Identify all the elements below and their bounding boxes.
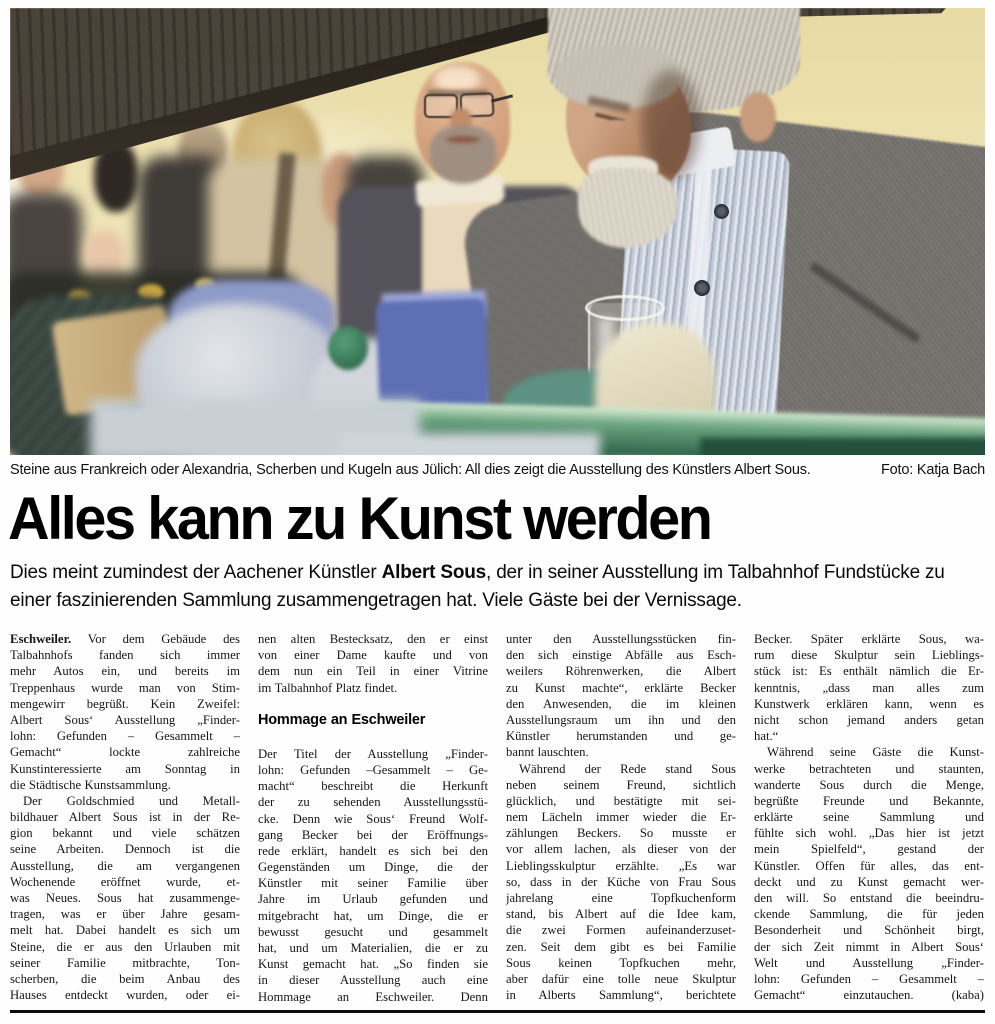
article-line: Künstler mit seiner Familie über [258, 876, 488, 891]
article-line: den Anwesenden, die im kleinen [506, 696, 736, 711]
article-line: macht“ beschreibt die Herkunft [258, 779, 488, 794]
article-line: gang Becker bei der Eröffnungs- [258, 827, 488, 842]
article-line: in dieser Ausstellung auch eine [258, 973, 488, 988]
article-line: dem nun ein Teil in einer Vitrine [258, 664, 488, 679]
article-line: die Städtische Kunstsammlung. [10, 777, 171, 792]
article-line: so, dass in der Küche von Frau Sous [506, 874, 736, 889]
article-line: nen alten Bestecksatz, den er einst [258, 632, 488, 646]
article-line: Wochenende eröffnet wurde, et- [10, 874, 240, 889]
article-line: aber dafür eine tolle neue Skulptur [506, 971, 736, 986]
photo-wine-glass-rim [585, 295, 665, 321]
photo-man-right-button-1 [714, 204, 729, 219]
article-line: Kunstinteressierte am Sonntag in [10, 761, 240, 776]
article-line: hat.“ [754, 729, 779, 744]
article-column-1 [10, 631, 240, 1005]
standfirst [10, 559, 945, 614]
article-line: fühlte sich wohl. „Das hier ist jetzt [754, 826, 984, 841]
article-line: lohn: Gefunden –Gesammelt – Ge- [258, 762, 488, 777]
article-line: gion bekannt und viele schätzen [10, 826, 240, 841]
article-line: rede erklärt, handelt es sich bei den [258, 843, 488, 858]
article-line: Ausstellungsraum um ihn und den [506, 712, 736, 727]
article-line: glücklich, und bestätigte mit sei- [506, 793, 736, 808]
article-line: Während seine Gäste die Kunst- [767, 745, 984, 760]
photo-man-right-button-2 [694, 280, 710, 296]
article-line: Steine, die er aus den Urlauben mit [10, 939, 240, 954]
article-line: zu Kunst machte“, erklärte Becker [506, 680, 736, 695]
article-line: Ausstellung, die am vergangenen [10, 858, 240, 873]
article-line: zen. Seit dem gibt es bei Familie [506, 939, 736, 954]
article-line: den sich einstige Abfälle aus Esch- [506, 648, 736, 663]
article-line: mehr Autos ein, und bereits im [10, 664, 240, 679]
article-line: melt hat. Dabei handelt es sich um [10, 923, 240, 938]
article-line: Gemacht“ einzutauchen. (kaba) [754, 988, 984, 1003]
article-line: mitgebracht hat, um Dinge, die er [258, 908, 488, 923]
article-line: Kunst gemacht hat. „So finden sie [258, 957, 488, 972]
article-line: rum diese Skulptur sein Lieblings- [754, 648, 984, 663]
article-line: deckt und zu Kunst gemacht wer- [754, 874, 984, 889]
article-line: neben seinem Freund, sichtlich [506, 777, 736, 792]
article-line: der zu sehenden Ausstellungsstü- [258, 795, 488, 810]
article-line: cke. Denn wie Sous‘ Freund Wolf- [258, 811, 488, 826]
article-line: begrüßte Freunde und Bekannte, [754, 793, 984, 808]
article-line: von einer Dame kaufte und von [258, 648, 488, 663]
article-column-3 [506, 631, 736, 1005]
article-line: Gemacht“ lockte zahlreiche [10, 745, 240, 760]
article-line: Kunstwerk erklären kann, wenn es [754, 696, 984, 711]
bottom-rule [10, 1010, 985, 1013]
photo-man-center-head-shine [434, 66, 480, 92]
article-line: die zwei Formen aufeinanderzuset- [506, 923, 736, 938]
article-line: was Neues. Sous hat zusammenge- [10, 891, 240, 905]
article-line: Besonderheit und Schönheit birgt, [754, 923, 984, 938]
article-line: mengewirr begrüßt. Kein Zweifel: [10, 696, 240, 711]
photo-caption [10, 462, 985, 478]
article-line: Der Titel der Ausstellung „Finder- [258, 746, 488, 761]
article-line: lohn: Gefunden – Gesammelt – [10, 729, 240, 744]
article-line: den will. So entstand die beeindru- [754, 891, 984, 905]
article-line: bewusst gesucht und gesammelt [258, 924, 488, 939]
article-line: werke betrachteten und staunten, [754, 761, 984, 776]
article-line: Becker. Später erklärte Sous, wa- [754, 632, 984, 646]
photo-man-right-ear [740, 92, 776, 142]
article-column-4 [754, 631, 984, 1005]
photo-crowd-pale-face [84, 230, 126, 278]
article-line: Lieblingsskulptur erzählte. „Es war [506, 858, 736, 873]
article-line: seine Arbeiten. Dennoch ist die [10, 842, 240, 857]
article-line: bannt lauschten. [506, 745, 589, 760]
article-columns [10, 631, 985, 1005]
article-line: Treppenhaus wurde man von Stim- [10, 680, 240, 695]
article-line: jahrelang eine Topfkuchenform [506, 891, 736, 905]
article-line: stück ist: Es enthält nämlich die Er- [754, 664, 984, 679]
article-line: Hommage an Eschweiler. Denn [258, 989, 488, 1004]
article-line: Künstler herumstanden und ge- [506, 729, 736, 744]
article-line: Der Goldschmied und Metall- [23, 793, 240, 808]
article-line: in Alberts Sammlung“, berichtete [506, 988, 736, 1003]
article-line: der sich Zeit nimmt in Albert Sous‘ [754, 939, 984, 954]
article-line: nem Lächeln immer wieder die Er- [506, 810, 736, 825]
article-photo [10, 8, 985, 455]
article-line: Gegenständen um Dinge, die der [258, 860, 488, 875]
article-line: vor allem lachen, als dieser von der [506, 842, 736, 857]
article-line: kenntnis, „dass man alles zum [754, 680, 984, 695]
article-line: Während der Rede stand Sous [519, 761, 736, 776]
photo-green-knob [328, 326, 368, 370]
article-line: im Talbahnhof Platz findet. [258, 680, 398, 695]
photo-man-center-mouth [446, 136, 480, 143]
article-line: Sous keinen Topfkuchen mehr, [506, 955, 736, 970]
article-line: Welt und Ausstellung „Finder- [754, 955, 984, 970]
standfirst-post: , der in seiner Ausstellung im Talbahnhof Fundstücke zu einer faszinierenden Sammlung zusammengetragen hat. Viele Gäste bei der Vernissage. [10, 562, 945, 611]
article-line: Albert Sous‘ Ausstellung „Finder- [10, 712, 240, 727]
standfirst-pre: Dies meint zumindest der Aachener Künstler [10, 562, 382, 583]
photo-bottom-mid-light [340, 433, 600, 455]
article-line: ckende Sammlung, die für jeden [754, 907, 984, 922]
article-line: mein Spielfeld“, gestand der [754, 842, 984, 857]
standfirst-bold-name: Albert Sous [381, 562, 487, 583]
headline: Alles kann zu Kunst werden [8, 485, 711, 552]
photo-table-dark-right [700, 438, 985, 455]
article-line: zählungen Beckers. So musste er [506, 826, 736, 841]
article-line: wanderte Sous durch die Menge, [754, 777, 984, 792]
article-line: Talbahnhofs fanden sich immer [10, 648, 240, 663]
photo-man-center-beard [430, 126, 496, 184]
article-line: tragen, was er über Jahre gesam- [10, 907, 240, 922]
article-line: Hauses entdeckt wurden, oder ei- [10, 988, 240, 1003]
article-line: Künstler. Offen für alles, das ent- [754, 858, 984, 873]
article-line: nicht schon jemand anders getan [754, 712, 984, 727]
article-line: lohn: Gefunden – Gesammelt – [754, 971, 984, 986]
article-line: weilers Röhrenwerken, die Albert [506, 664, 736, 679]
article-line: bildhauer Albert Sous ist in der Re- [10, 810, 240, 825]
article-line: unter den Ausstellungsstücken fin- [506, 632, 736, 646]
article-line: Jahre im Urlaub gefunden und [258, 892, 488, 907]
article-line: erklärte seine Sammlung und [754, 810, 984, 825]
article-column-2 [258, 631, 488, 1005]
article-line: hat, und um Materialien, die er zu [258, 941, 488, 955]
article-line: Eschweiler. Vor dem Gebäude des [10, 632, 240, 646]
caption-text: Steine aus Frankreich oder Alexandria, Scherben und Kugeln aus Jülich: All dies zeigt die Ausstellung des Künstlers Albert Sous. [10, 462, 811, 478]
article-line: seiner Familie mitbrachte, Ton- [10, 955, 240, 970]
article-line: stand, bis Albert auf die Idee kam, [506, 907, 736, 922]
article-line: scherben, die beim Anbau des [10, 971, 240, 986]
article-subhead: Hommage an Eschweiler [258, 711, 426, 728]
photo-credit: Foto: Katja Bach [881, 462, 985, 478]
